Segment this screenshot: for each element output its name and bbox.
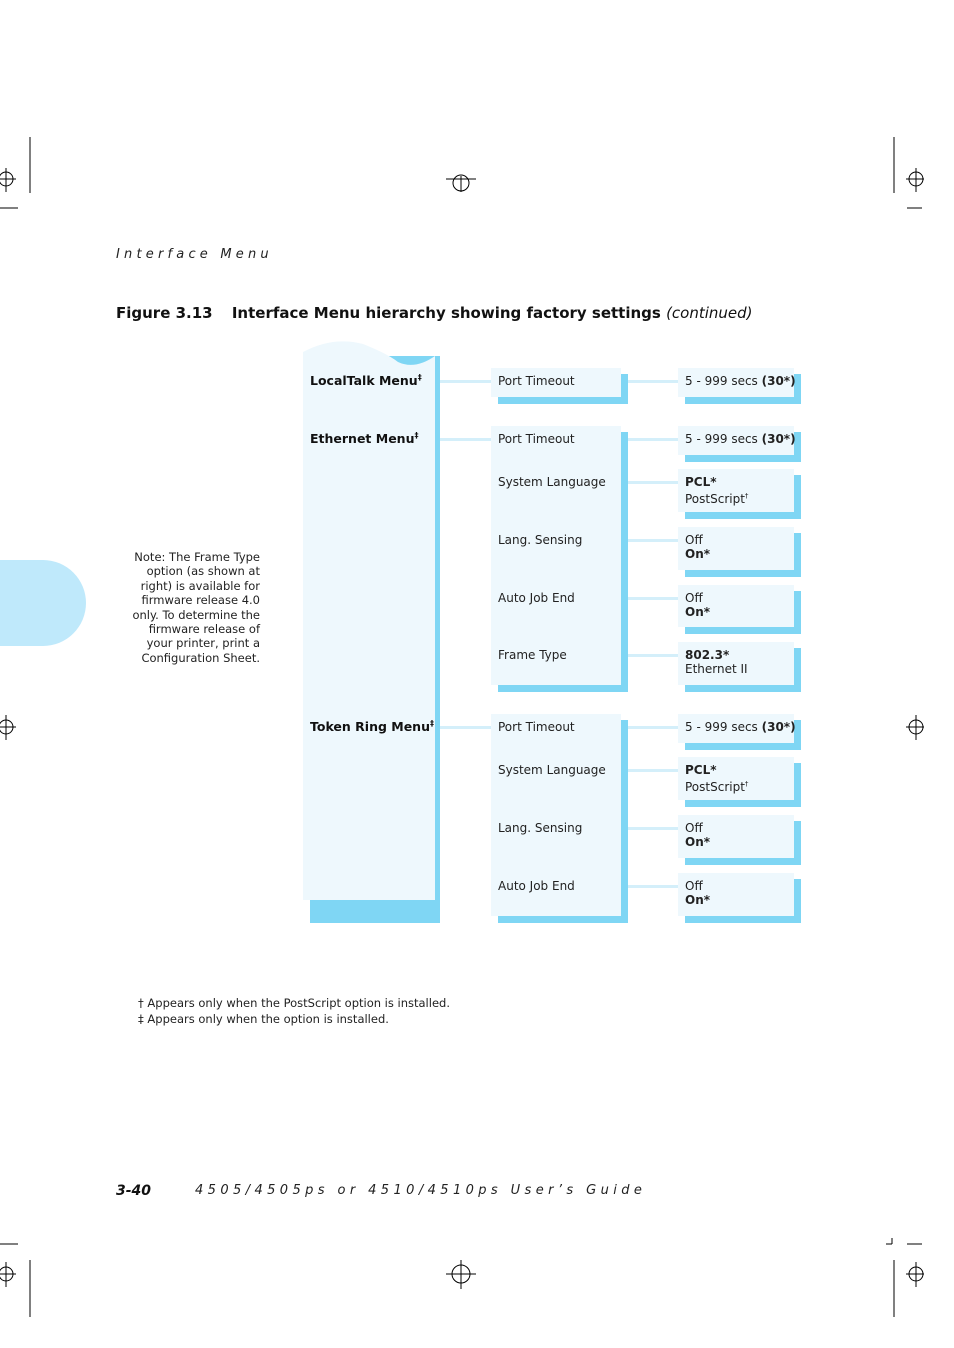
ethernet-frame-type-options: 802.3* Ethernet II — [685, 648, 748, 676]
connector — [628, 726, 678, 729]
ethernet-menu-label: Ethernet Menu‡ — [310, 431, 419, 447]
token-ring-menu-label: Token Ring Menu‡ — [310, 719, 434, 735]
item-box — [491, 426, 621, 685]
ethernet-lang-sensing-options: Off On* — [685, 533, 711, 561]
guide-title: 4505/4505ps or 4510/4510ps User’s Guide — [195, 1183, 647, 1198]
ethernet-system-language: System Language — [498, 475, 606, 489]
menu-column-panel — [303, 340, 435, 900]
token-ring-lang-sensing-options: Off On* — [685, 821, 711, 849]
figure-title: Interface Menu hierarchy showing factory settings — [231, 304, 661, 322]
token-ring-lang-sensing: Lang. Sensing — [498, 821, 583, 835]
connector — [628, 654, 678, 657]
localtalk-port-timeout: Port Timeout — [498, 374, 575, 388]
connector — [440, 726, 491, 729]
connector — [628, 481, 678, 484]
footnote-double-dagger: ‡ Appears only when the option is installed. — [138, 1012, 389, 1026]
ethernet-auto-job-end-options: Off On* — [685, 591, 711, 619]
localtalk-port-timeout-options: 5 - 999 secs (30*) — [685, 374, 796, 388]
connector — [628, 885, 678, 888]
figure-number: Figure 3.13 — [116, 304, 213, 322]
ethernet-port-timeout-options: 5 - 999 secs (30*) — [685, 432, 796, 446]
footnote-dagger: † Appears only when the PostScript option is installed. — [138, 996, 450, 1010]
token-ring-system-language-options: PCL* PostScript† — [685, 763, 749, 794]
figure-suffix: (continued) — [666, 304, 753, 322]
page-number: 3-40 — [116, 1183, 152, 1199]
running-head: Interface Menu — [116, 247, 273, 262]
frame-type-note: Note: The Frame Type option (as shown at right) is available for firmware release 4.0 only. To determine the firmware release of your printer, print a Configuration Sheet. — [132, 550, 260, 665]
ethernet-lang-sensing: Lang. Sensing — [498, 533, 583, 547]
ethernet-frame-type: Frame Type — [498, 648, 567, 662]
token-ring-port-timeout-options: 5 - 999 secs (30*) — [685, 720, 796, 734]
connector — [628, 827, 678, 830]
ethernet-auto-job-end: Auto Job End — [498, 591, 575, 605]
token-ring-system-language: System Language — [498, 763, 606, 777]
localtalk-menu-label: LocalTalk Menu‡ — [310, 373, 422, 389]
ethernet-port-timeout: Port Timeout — [498, 432, 575, 446]
token-ring-auto-job-end-options: Off On* — [685, 879, 711, 907]
connector — [628, 597, 678, 600]
connector — [628, 769, 678, 772]
connector — [440, 438, 491, 441]
connector — [628, 380, 678, 383]
connector — [628, 438, 678, 441]
connector — [440, 380, 491, 383]
token-ring-port-timeout: Port Timeout — [498, 720, 575, 734]
ethernet-system-language-options: PCL* PostScript† — [685, 475, 749, 506]
token-ring-auto-job-end: Auto Job End — [498, 879, 575, 893]
connector — [628, 539, 678, 542]
figure-caption — [116, 304, 753, 322]
